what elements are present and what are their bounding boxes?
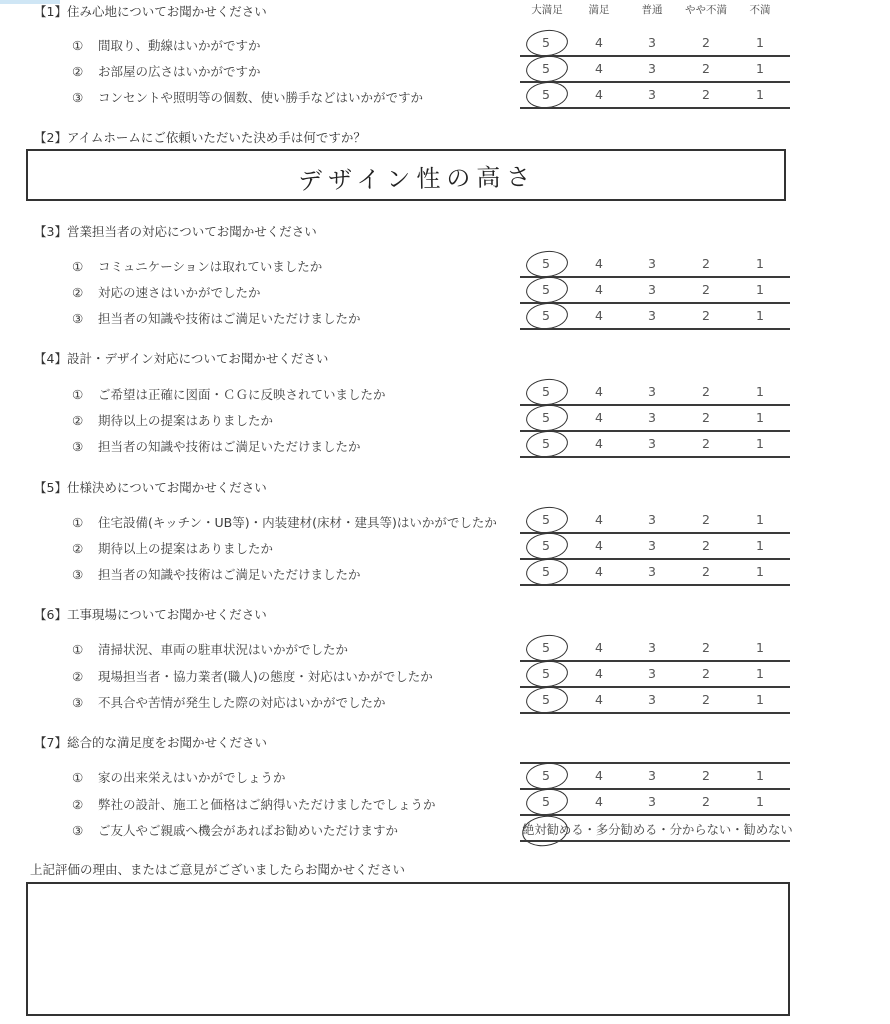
rating-option-4[interactable]: 4: [595, 61, 603, 76]
question-7-2: [72, 795, 436, 813]
rating-option-5[interactable]: 5: [542, 87, 550, 102]
question-text: 担当者の知識や技術はご満足いただけましたか: [98, 439, 361, 454]
rating-option-2[interactable]: 2: [702, 61, 710, 76]
question-7-3: [72, 821, 398, 839]
question-4-2: [72, 411, 273, 429]
question-text: 間取り、動線はいかがですか: [98, 38, 261, 53]
question-1-3: [72, 88, 423, 106]
rating-row-3-3[interactable]: [520, 304, 790, 330]
rating-option-2[interactable]: 2: [702, 640, 710, 655]
rating-option-1[interactable]: 1: [756, 564, 764, 579]
rating-option-4[interactable]: 4: [595, 384, 603, 399]
rating-option-1[interactable]: 1: [756, 692, 764, 707]
section-title-4: 【4】設計・デザイン対応についてお聞かせください: [34, 351, 329, 366]
rating-option-5[interactable]: 5: [542, 640, 550, 655]
rating-option-3[interactable]: 3: [648, 512, 656, 527]
section-title-7: 【7】総合的な満足度をお聞かせください: [34, 735, 267, 750]
rating-option-2[interactable]: 2: [702, 436, 710, 451]
header-neutral: 普通: [641, 4, 663, 16]
question-text: 担当者の知識や技術はご満足いただけましたか: [98, 567, 361, 582]
question-number: ③: [72, 439, 84, 454]
rating-option-4[interactable]: 4: [595, 666, 603, 681]
question-text: ご希望は正確に図面・ＣＧに反映されていましたか: [98, 387, 386, 402]
rating-row-1-1[interactable]: [520, 31, 790, 57]
rating-option-3[interactable]: 3: [648, 640, 656, 655]
rating-option-4[interactable]: 4: [595, 308, 603, 323]
question-number: ③: [72, 823, 84, 838]
rating-row-1-3[interactable]: [520, 83, 790, 109]
row-divider: [520, 584, 790, 586]
rating-option-1[interactable]: 1: [756, 512, 764, 527]
rating-option-3[interactable]: 3: [648, 282, 656, 297]
question-3-2: [72, 283, 261, 301]
rating-option-3[interactable]: 3: [648, 87, 656, 102]
section-title-2: 【2】アイムホームにご依頼いただいた決め手は何ですか？: [34, 130, 366, 145]
question-number: ③: [72, 311, 84, 326]
rating-option-3[interactable]: 3: [648, 692, 656, 707]
rating-option-5[interactable]: 5: [542, 61, 550, 76]
question-text: 期待以上の提案はありましたか: [98, 541, 274, 556]
rating-row-6-3[interactable]: [520, 688, 790, 714]
rating-row-4-1[interactable]: [520, 380, 790, 406]
rating-option-3[interactable]: 3: [648, 794, 656, 809]
rating-option-2[interactable]: 2: [702, 87, 710, 102]
rating-option-2[interactable]: 2: [702, 256, 710, 271]
rating-row-5-3[interactable]: [520, 560, 790, 586]
question-number: ①: [72, 387, 84, 402]
rating-option-5[interactable]: 5: [542, 564, 550, 579]
row-divider: [520, 328, 790, 330]
rating-option-1[interactable]: 1: [756, 308, 764, 323]
question-text: 弊社の設計、施工と価格はご納得いただけましたでしょうか: [98, 797, 436, 812]
rating-option-3[interactable]: 3: [648, 436, 656, 451]
rating-option-3[interactable]: 3: [648, 666, 656, 681]
question-number: ②: [72, 541, 84, 556]
question-4-3: [72, 437, 361, 455]
question-5-3: [72, 565, 361, 583]
rating-option-1[interactable]: 1: [756, 768, 764, 783]
rating-option-3[interactable]: 3: [648, 384, 656, 399]
deciding-factor-answer-box[interactable]: [26, 149, 786, 201]
question-text: 担当者の知識や技術はご満足いただけましたか: [98, 311, 361, 326]
question-number: ③: [72, 90, 84, 105]
question-number: ③: [72, 567, 84, 582]
rating-option-5[interactable]: 5: [542, 384, 550, 399]
question-text: 清掃状況、車両の駐車状況はいかがでしたか: [98, 642, 349, 657]
header-somewhat-dissatisfied: やや不満: [685, 4, 727, 16]
rating-option-5[interactable]: 5: [542, 666, 550, 681]
rating-option-4[interactable]: 4: [595, 794, 603, 809]
header-very-satisfied: 大満足: [531, 4, 563, 16]
rating-row-5-1[interactable]: [520, 508, 790, 534]
rating-option-4[interactable]: 4: [595, 768, 603, 783]
question-number: ①: [72, 38, 84, 53]
comment-textarea[interactable]: [26, 882, 790, 1016]
rating-option-3[interactable]: 3: [648, 538, 656, 553]
rating-row-4-2[interactable]: [520, 406, 790, 432]
question-number: ①: [72, 770, 84, 785]
header-dissatisfied: 不満: [749, 4, 771, 16]
rating-option-4[interactable]: 4: [595, 692, 603, 707]
rating-option-4[interactable]: 4: [595, 512, 603, 527]
rating-option-1[interactable]: 1: [756, 87, 764, 102]
question-number: ②: [72, 413, 84, 428]
question-text: ご友人やご親戚へ機会があればお勧めいただけますか: [98, 823, 399, 838]
question-number: ①: [72, 515, 84, 530]
rating-option-1[interactable]: 1: [756, 61, 764, 76]
question-number: ①: [72, 259, 84, 274]
rating-option-2[interactable]: 2: [702, 384, 710, 399]
rating-option-1[interactable]: 1: [756, 666, 764, 681]
row-divider: [520, 456, 790, 458]
question-text: 期待以上の提案はありましたか: [98, 413, 274, 428]
rating-option-3[interactable]: 3: [648, 564, 656, 579]
question-5-1: [72, 513, 497, 531]
rating-option-2[interactable]: 2: [702, 410, 710, 425]
rating-option-1[interactable]: 1: [756, 410, 764, 425]
rating-option-5[interactable]: 5: [542, 308, 550, 323]
question-number: ②: [72, 669, 84, 684]
question-text: 現場担当者・協力業者(職人)の態度・対応はいかがでしたか: [98, 669, 433, 684]
question-text: コンセントや照明等の個数、使い勝手などはいかがですか: [98, 90, 424, 105]
rating-option-5[interactable]: 5: [542, 410, 550, 425]
rating-option-1[interactable]: 1: [756, 384, 764, 399]
question-7-1: [72, 768, 286, 786]
rating-option-1[interactable]: 1: [756, 538, 764, 553]
rating-option-5[interactable]: 5: [542, 794, 550, 809]
question-text: 不具合や苦情が発生した際の対応はいかがでしたか: [98, 695, 386, 710]
rating-option-2[interactable]: 2: [702, 308, 710, 323]
rating-row-3-2[interactable]: [520, 278, 790, 304]
rating-option-3[interactable]: 3: [648, 410, 656, 425]
comment-label: 上記評価の理由、またはご意見がございましたらお聞かせください: [30, 862, 406, 877]
rating-option-4[interactable]: 4: [595, 564, 603, 579]
question-4-1: [72, 385, 386, 403]
section-title-6: 【6】工事現場についてお聞かせください: [34, 607, 267, 622]
rating-option-4[interactable]: 4: [595, 436, 603, 451]
rating-option-5[interactable]: 5: [542, 282, 550, 297]
rating-option-4[interactable]: 4: [595, 410, 603, 425]
rating-option-2[interactable]: 2: [702, 538, 710, 553]
recommend-options[interactable]: 絶対勧める・多分勧める・分からない・勧めない: [522, 822, 793, 837]
rating-option-4[interactable]: 4: [595, 640, 603, 655]
question-6-2: [72, 667, 433, 685]
rating-option-1[interactable]: 1: [756, 794, 764, 809]
rating-option-5[interactable]: 5: [542, 436, 550, 451]
rating-option-1[interactable]: 1: [756, 640, 764, 655]
rating-option-3[interactable]: 3: [648, 256, 656, 271]
rating-option-5[interactable]: 5: [542, 512, 550, 527]
question-6-1: [72, 640, 348, 658]
rating-row-7-2[interactable]: [520, 790, 790, 816]
row-divider: [520, 840, 790, 842]
question-text: 対応の速さはいかがでしたか: [98, 285, 261, 300]
recommend-options-row[interactable]: [520, 816, 793, 842]
question-text: 住宅設備(キッチン・UB等)・内装建材(床材・建具等)はいかがでしたか: [98, 515, 497, 530]
row-divider: [520, 107, 790, 109]
rating-option-2[interactable]: 2: [702, 666, 710, 681]
section-title-1: 【1】住み心地についてお聞かせください: [34, 4, 267, 19]
rating-option-2[interactable]: 2: [702, 768, 710, 783]
question-number: ①: [72, 642, 84, 657]
section-title-3: 【3】営業担当者の対応についてお聞かせください: [34, 224, 317, 239]
rating-option-5[interactable]: 5: [542, 692, 550, 707]
rating-row-4-3[interactable]: [520, 432, 790, 458]
rating-row-7-1[interactable]: [520, 762, 790, 790]
rating-option-2[interactable]: 2: [702, 282, 710, 297]
question-number: ②: [72, 285, 84, 300]
rating-option-2[interactable]: 2: [702, 35, 710, 50]
handwritten-answer: デザイン性の高さ: [297, 162, 537, 196]
rating-option-1[interactable]: 1: [756, 256, 764, 271]
rating-option-2[interactable]: 2: [702, 692, 710, 707]
row-divider: [520, 712, 790, 714]
question-number: ③: [72, 695, 84, 710]
question-text: コミュニケーションは取れていましたか: [98, 259, 323, 274]
question-6-3: [72, 693, 386, 711]
rating-option-2[interactable]: 2: [702, 794, 710, 809]
question-1-2: [72, 62, 261, 80]
rating-option-1[interactable]: 1: [756, 282, 764, 297]
question-5-2: [72, 539, 273, 557]
question-3-1: [72, 257, 322, 275]
question-number: ②: [72, 64, 84, 79]
rating-row-6-2[interactable]: [520, 662, 790, 688]
question-number: ②: [72, 797, 84, 812]
rating-option-5[interactable]: 5: [542, 768, 550, 783]
header-satisfied: 満足: [588, 4, 610, 16]
section-title-5: 【5】仕様決めについてお聞かせください: [34, 480, 267, 495]
rating-row-1-2[interactable]: [520, 57, 790, 83]
rating-row-5-2[interactable]: [520, 534, 790, 560]
rating-option-1[interactable]: 1: [756, 35, 764, 50]
question-text: 家の出来栄えはいかがでしょうか: [98, 770, 286, 785]
rating-option-5[interactable]: 5: [542, 256, 550, 271]
question-text: お部屋の広さはいかがですか: [98, 64, 261, 79]
rating-option-2[interactable]: 2: [702, 512, 710, 527]
rating-option-4[interactable]: 4: [595, 87, 603, 102]
rating-option-5[interactable]: 5: [542, 538, 550, 553]
question-3-3: [72, 309, 361, 327]
rating-row-3-1[interactable]: [520, 252, 790, 278]
rating-option-5[interactable]: 5: [542, 35, 550, 50]
rating-option-1[interactable]: 1: [756, 436, 764, 451]
rating-option-4[interactable]: 4: [595, 35, 603, 50]
rating-option-4[interactable]: 4: [595, 538, 603, 553]
rating-option-4[interactable]: 4: [595, 282, 603, 297]
rating-option-3[interactable]: 3: [648, 61, 656, 76]
rating-option-3[interactable]: 3: [648, 35, 656, 50]
rating-option-2[interactable]: 2: [702, 564, 710, 579]
rating-option-4[interactable]: 4: [595, 256, 603, 271]
rating-option-3[interactable]: 3: [648, 308, 656, 323]
question-1-1: [72, 36, 261, 54]
rating-row-6-1[interactable]: [520, 636, 790, 662]
rating-option-3[interactable]: 3: [648, 768, 656, 783]
